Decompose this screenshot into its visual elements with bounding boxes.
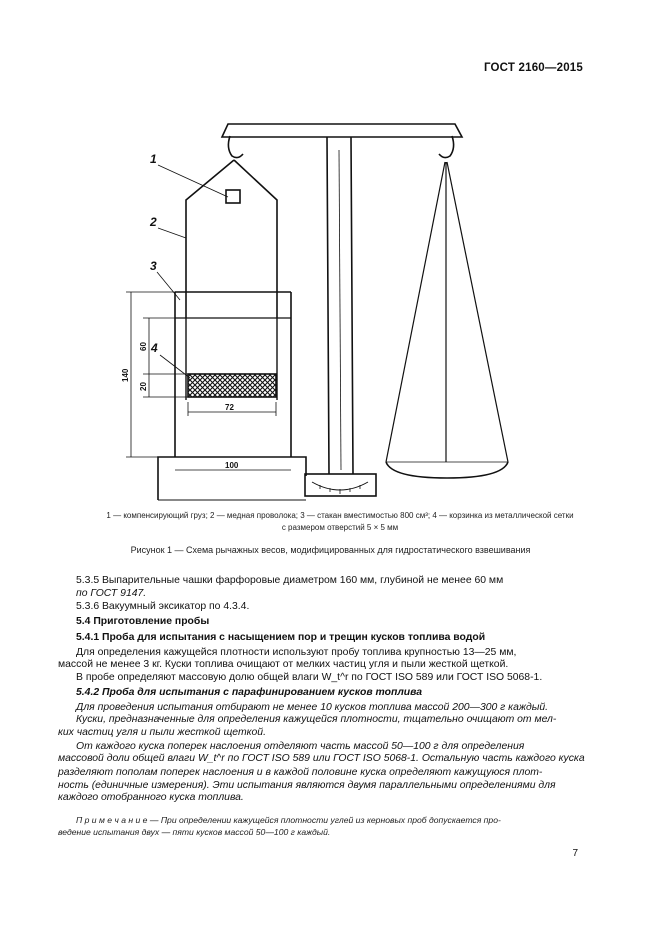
scale-beam xyxy=(222,124,462,137)
dim-140: 140 xyxy=(121,368,130,382)
para-5-4-2-c-line3: разделяют пополам поперек наслоения и в каждой половине куска определяют кажущуюся плот- xyxy=(58,767,543,778)
para-5-4-2-line1: Для проведения испытания отбирают не менее 10 кусков топлива массой 200—300 г каждый. xyxy=(76,702,549,713)
compensating-weight xyxy=(226,190,240,203)
dim-100: 100 xyxy=(225,461,239,470)
para-5-4-2-b-line2: ких частиц угля и пыли жесткой щеткой. xyxy=(58,727,266,738)
heading-5-4-2: 5.4.2 Проба для испытания с парафинированием кусков топлива xyxy=(76,687,423,698)
para-5-4-2-c-line2: массовой доли общей влаги W_t^r по ГОСТ ISO 589 или ГОСТ ISO 5068-1. Остальную часть каждого куска xyxy=(58,753,585,764)
para-5-4-1-line3: В пробе определяют массовую долю общей влаги W_t^r по ГОСТ ISO 589 или ГОСТ ISO 5068-1. xyxy=(76,672,543,683)
para-5-4-2-b-line1: Куски, предназначенные для определения кажущейся плотности, тщательно очищают от мел- xyxy=(76,714,557,725)
heading-5-4: 5.4 Приготовление пробы xyxy=(76,616,210,627)
note-line-1: П р и м е ч а н и е — При определении кажущейся плотности углей из керновых проб допускается про- xyxy=(76,815,501,825)
para-5-3-6: 5.3.6 Вакуумный эксикатор по 4.3.4. xyxy=(76,601,250,612)
right-pan xyxy=(386,462,508,478)
callout-2: 2 xyxy=(150,215,157,229)
figure-caption: Рисунок 1 — Схема рычажных весов, модифицированных для гидростатического взвешивания xyxy=(130,545,531,555)
para-5-4-1-line1: Для определения кажущейся плотности используют пробу топлива крупностью 13—25 мм, xyxy=(76,647,517,658)
scale-base xyxy=(305,474,376,496)
para-5-3-5 xyxy=(76,575,586,587)
para-5-4-2-c-line5: каждого отобранного куска топлива. xyxy=(58,792,244,803)
page-number: 7 xyxy=(572,848,578,859)
mesh-basket xyxy=(188,374,276,397)
callout-4: 4 xyxy=(151,341,158,355)
dim-60: 60 xyxy=(139,342,148,351)
note-line-2: ведение испытания двух — пяти кусков массой 50—100 г каждый. xyxy=(58,827,331,837)
legend-line-2: с размером отверстий 5 × 5 мм xyxy=(281,523,399,532)
callout-1: 1 xyxy=(150,152,157,166)
dim-72: 72 xyxy=(225,403,234,412)
callout-3: 3 xyxy=(150,259,157,273)
para-5-4-2-c-line1: От каждого куска поперек наслоения отделяют часть массой 50—100 г для определения xyxy=(76,741,525,752)
dim-20: 20 xyxy=(139,382,148,391)
para-5-3-5-line2: по ГОСТ 9147. xyxy=(76,588,147,599)
para-5-3-5-line1: 5.3.5 Выпарительные чашки фарфоровые диаметром 160 мм, глубиной не менее 60 мм xyxy=(76,575,504,586)
para-5-4-2-c-line4: ность (единичные измерения). Эти испытания являются двумя параллельными определениями для xyxy=(58,780,556,791)
para-5-4-1-line2: массой не менее 3 кг. Куски топлива очищают от мелких частиц угля и пыли жесткой щеткой. xyxy=(58,659,509,670)
figure-legend xyxy=(55,510,625,534)
heading-5-4-1: 5.4.1 Проба для испытания с насыщением пор и трещин кусков топлива водой xyxy=(76,632,486,643)
legend-line-1: 1 — компенсирующий груз; 2 — медная проволока; 3 — стакан вместимостью 800 см³; 4 — корзинка из металлической сетки xyxy=(106,511,574,520)
standard-code-header: ГОСТ 2160—2015 xyxy=(483,62,583,74)
